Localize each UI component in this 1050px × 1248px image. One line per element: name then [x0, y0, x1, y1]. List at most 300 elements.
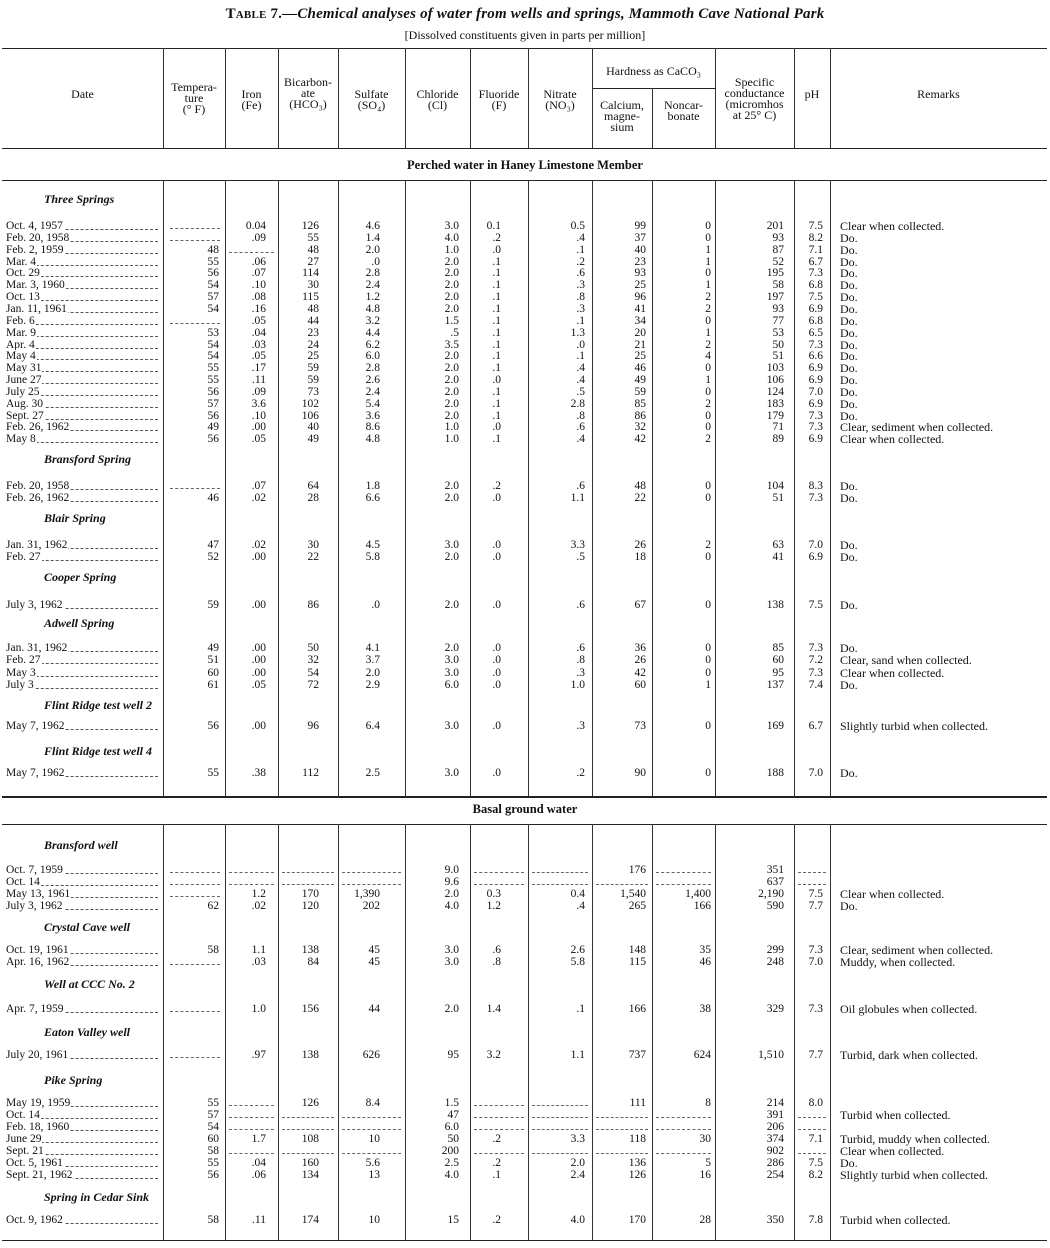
cell-cond: 85: [772, 642, 784, 654]
cell-no3: 1.1: [570, 492, 585, 504]
group-title: Spring in Cedar Sink: [44, 1190, 150, 1204]
row-date-text: May 19, 1959: [6, 1097, 71, 1109]
cell-no3: .8: [576, 291, 585, 304]
cell-cond: 95: [772, 666, 784, 679]
cell-hco3: 134: [301, 1169, 319, 1181]
row-date: [6, 1214, 161, 1226]
cell-hco3: 114: [302, 267, 319, 280]
column-rule: [830, 180, 831, 796]
cell-cond: 590: [766, 899, 784, 912]
cell-so4: 44: [368, 1003, 380, 1015]
cell-hco3: 44: [307, 314, 319, 327]
cell-ph: 7.8: [808, 1214, 823, 1226]
cell-ph: 6.9: [808, 302, 823, 315]
cell-temp: 62: [207, 899, 219, 912]
row-date: [6, 1145, 161, 1157]
header-noncarbonate-line: bonate: [667, 109, 700, 123]
empty-cell: [474, 1129, 524, 1130]
cell-iron: .07: [251, 267, 266, 280]
cell-nonc: 0: [705, 421, 711, 434]
group-title: Bransford Spring: [44, 452, 132, 466]
cell-nonc: 0: [705, 654, 711, 667]
cell-so4: 1.4: [365, 231, 380, 244]
cell-temp: 48: [207, 243, 219, 256]
cell-cond: 138: [766, 599, 784, 611]
cell-cl: 3.0: [444, 666, 459, 679]
cell-iron: 1.1: [251, 944, 266, 956]
cell-ph: 6.9: [808, 397, 823, 410]
row-remarks: Do.: [840, 325, 858, 340]
row-date: [6, 720, 161, 732]
cell-cl: 50: [447, 1133, 459, 1145]
cell-cl: 2.0: [444, 302, 459, 315]
cell-f: .0: [492, 642, 501, 654]
cell-ph: 6.7: [808, 255, 823, 268]
row-remarks: Turbid when collected.: [840, 1213, 951, 1227]
cell-so4: 5.4: [365, 397, 380, 410]
cell-hco3: 40: [307, 421, 319, 434]
cell-cond: 51: [772, 350, 784, 363]
cell-cond: 60: [772, 654, 784, 667]
cell-f: .2: [492, 231, 501, 244]
cell-ca: 136: [628, 1157, 646, 1169]
cell-no3: .8: [576, 409, 585, 422]
cell-no3: .1: [576, 243, 585, 256]
row-date-text: Feb. 20, 1958: [6, 231, 70, 244]
cell-nonc: 28: [699, 1214, 711, 1226]
row-date-text: Oct. 9, 1962: [6, 1214, 63, 1226]
cell-iron: .05: [251, 433, 266, 446]
cell-ca: 25: [634, 279, 646, 292]
cell-iron: .09: [251, 385, 266, 398]
cell-temp: 54: [207, 350, 219, 363]
header-top-rule: [2, 48, 1047, 49]
cell-nonc: 0: [705, 551, 711, 563]
header-date: Date: [71, 87, 94, 101]
cell-cl: .5: [450, 326, 459, 339]
cell-ph: 7.2: [808, 654, 823, 667]
cell-hco3: 84: [307, 956, 319, 969]
cell-ph: 7.5: [808, 1157, 823, 1169]
cell-ph: 6.8: [808, 314, 823, 327]
cell-so4: 2.0: [365, 666, 380, 679]
cell-hco3: 48: [307, 243, 319, 256]
cell-so4: 6.6: [365, 492, 380, 504]
cell-f: .1: [492, 433, 501, 446]
cell-cond: 214: [766, 1097, 784, 1109]
cell-nonc: 16: [699, 1169, 711, 1181]
section-title: Perched water in Haney Limestone Member: [407, 158, 643, 172]
row-date-text: May 4: [6, 350, 36, 363]
cell-f: .0: [492, 720, 501, 732]
cell-so4: 2.5: [365, 767, 380, 779]
header-conductance: [715, 77, 794, 121]
row-date-text: Oct. 13: [6, 291, 40, 304]
row-remarks: Do.: [840, 598, 858, 612]
row-remarks: Clear when collected.: [840, 432, 945, 447]
cell-f: .1: [492, 302, 501, 315]
cell-nonc: 0: [705, 314, 711, 327]
cell-so4: 6.0: [365, 350, 380, 363]
row-date-text: July 25: [6, 385, 40, 398]
cell-cl: 95: [447, 1049, 459, 1061]
cell-cond: 248: [766, 956, 784, 969]
cell-no3: 1.3: [570, 326, 585, 339]
cell-cond: 93: [772, 231, 784, 244]
cell-iron: .97: [251, 1049, 266, 1061]
cell-temp: 60: [207, 666, 219, 679]
empty-cell: [474, 872, 524, 873]
group-title: Pike Spring: [44, 1073, 103, 1087]
cell-iron: .00: [251, 421, 266, 434]
cell-temp: 51: [207, 654, 219, 667]
cell-cond: 2,190: [758, 887, 784, 900]
cell-ca: 22: [634, 492, 646, 504]
empty-cell: [229, 1153, 274, 1154]
header-conductance-line: conductance: [724, 86, 785, 100]
row-date: [6, 539, 161, 551]
row-date-text: Sept. 21, 1962: [6, 1169, 73, 1181]
empty-cell: [229, 1129, 274, 1130]
cell-temp: 60: [207, 1133, 219, 1145]
cell-hco3: 59: [307, 362, 319, 375]
cell-cond: 183: [766, 397, 784, 410]
cell-ca: 48: [634, 480, 646, 492]
cell-temp: 54: [207, 1121, 219, 1133]
cell-f: .1: [492, 362, 501, 375]
cell-hco3: 115: [302, 291, 319, 304]
row-date: [6, 374, 161, 386]
row-date-text: Apr. 7, 1959: [6, 1003, 64, 1015]
row-date-text: Apr. 16, 1962: [6, 956, 70, 969]
cell-ph: 7.1: [808, 243, 823, 256]
empty-cell: [282, 872, 334, 873]
cell-cl: 2.0: [444, 492, 459, 504]
cell-ca: 18: [634, 551, 646, 563]
cell-no3: .4: [576, 374, 585, 387]
cell-cl: 2.0: [444, 385, 459, 398]
cell-hco3: 160: [301, 1157, 319, 1169]
row-date-text: Jan. 31, 1962: [6, 642, 68, 654]
cell-cond: 89: [772, 433, 784, 446]
row-remarks: Do.: [840, 491, 858, 505]
section1-rule: [2, 180, 1047, 181]
cell-cond: 52: [772, 255, 784, 268]
cell-hco3: 108: [301, 1133, 319, 1145]
cell-nonc: 0: [705, 409, 711, 422]
header-remarks: Remarks: [917, 87, 960, 101]
row-date-text: May 8: [6, 433, 36, 446]
cell-so4: 2.0: [365, 243, 380, 256]
header-conductance-line: Specific: [734, 75, 775, 89]
cell-ph: 7.3: [808, 1003, 823, 1015]
cell-temp: 54: [207, 279, 219, 292]
row-remarks: Turbid, muddy when collected.: [840, 1132, 990, 1146]
cell-no3: .6: [576, 421, 585, 434]
cell-so4: .0: [371, 599, 380, 611]
cell-iron: .16: [251, 302, 266, 315]
cell-no3: 0.4: [570, 887, 585, 900]
cell-so4: 4.6: [365, 220, 380, 232]
row-date: [6, 492, 161, 504]
cell-cl: 1.5: [444, 314, 459, 327]
cell-cl: 2.0: [444, 291, 459, 304]
cell-ca: 1,540: [620, 887, 646, 900]
header-chloride-line: (Cl): [427, 98, 448, 112]
header-conductance-line: (micromhos: [725, 97, 784, 111]
cell-cond: 391: [766, 1109, 784, 1121]
row-date: [6, 291, 161, 303]
row-date: [6, 876, 161, 888]
cell-f: 3.2: [486, 1049, 501, 1061]
cell-iron: .08: [251, 291, 266, 304]
cell-temp: 46: [207, 492, 219, 504]
cell-ca: 90: [634, 767, 646, 779]
cell-ph: 8.0: [808, 1097, 823, 1109]
cell-hco3: 126: [301, 1097, 319, 1109]
header-temperature: [163, 82, 225, 115]
cell-ca: 86: [634, 409, 646, 422]
cell-iron: .02: [251, 492, 266, 504]
cell-f: .2: [492, 1214, 501, 1226]
cell-hco3: 96: [307, 720, 319, 732]
row-remarks: Do.: [840, 337, 858, 352]
cell-cond: 63: [772, 539, 784, 551]
cell-so4: 4.4: [365, 326, 380, 339]
cell-no3: .4: [576, 433, 585, 446]
cell-hco3: 30: [307, 539, 319, 551]
row-date: [6, 279, 161, 291]
header-bicarbonate-line: Bicarbon-: [284, 75, 332, 89]
cell-hco3: 106: [301, 409, 319, 422]
cell-iron: .11: [252, 374, 266, 387]
cell-f: .0: [492, 599, 501, 611]
row-date-text: July 20, 1961: [6, 1049, 69, 1061]
row-date-text: Feb. 26, 1962: [6, 421, 70, 434]
cell-cl: 1.0: [444, 243, 459, 256]
table-number: Table 7.: [225, 6, 283, 22]
header-calcium-line: Calcium,: [600, 98, 644, 112]
empty-cell: [170, 872, 220, 873]
header-chloride: [405, 89, 470, 111]
empty-cell: [596, 1117, 648, 1118]
row-remarks: Clear when collected.: [840, 886, 945, 901]
cell-nonc: 0: [705, 220, 711, 232]
empty-cell: [798, 1117, 826, 1118]
cell-cl: 2.0: [444, 374, 459, 387]
cell-iron: 3.6: [251, 397, 266, 410]
cell-iron: 1.7: [251, 1133, 266, 1145]
row-remarks: Do.: [840, 1156, 858, 1170]
empty-cell: [229, 872, 274, 873]
cell-temp: 55: [207, 1157, 219, 1169]
header-sulfate: [338, 89, 405, 111]
row-remarks: Do.: [840, 313, 858, 328]
header-conductance-line: at 25° C): [732, 108, 777, 122]
cell-hco3: 25: [307, 350, 319, 363]
cell-cl: 2.0: [444, 599, 459, 611]
cell-hco3: 30: [307, 279, 319, 292]
row-date: [6, 303, 161, 315]
header-iron: [225, 89, 278, 111]
cell-cond: 106: [766, 374, 784, 387]
row-date: [6, 386, 161, 398]
row-date-text: Feb. 20, 1958: [6, 480, 70, 492]
empty-cell: [798, 872, 826, 873]
row-date: [6, 350, 161, 362]
cell-cl: 3.0: [444, 539, 459, 551]
header-calcium: [592, 100, 652, 133]
cell-ph: 8.2: [808, 1169, 823, 1181]
cell-cond: 124: [766, 385, 784, 398]
empty-cell: [798, 1129, 826, 1130]
row-date: [6, 654, 161, 666]
row-remarks: Do.: [840, 266, 858, 281]
header-sulfate-line: Sulfate: [354, 87, 389, 101]
cell-iron: .04: [251, 326, 266, 339]
cell-nonc: 0: [705, 767, 711, 779]
cell-nonc: 5: [705, 1157, 711, 1169]
row-remarks: Do.: [840, 230, 858, 245]
cell-no3: .6: [576, 642, 585, 654]
cell-ph: 7.5: [808, 599, 823, 611]
cell-f: .0: [492, 678, 501, 691]
cell-nonc: 1: [705, 326, 711, 339]
cell-nonc: 8: [705, 1097, 711, 1109]
cell-cond: 350: [766, 1214, 784, 1226]
cell-ca: 21: [634, 338, 646, 351]
cell-so4: 626: [362, 1049, 380, 1061]
cell-so4: 8.6: [365, 421, 380, 434]
cell-no3: 3.3: [570, 539, 585, 551]
cell-temp: 57: [207, 291, 219, 304]
cell-ca: 34: [634, 314, 646, 327]
cell-temp: 61: [207, 678, 219, 691]
cell-cond: 374: [766, 1133, 784, 1145]
cell-no3: .0: [576, 338, 585, 351]
row-date-text: Apr. 4: [6, 338, 35, 351]
row-date: [6, 433, 161, 445]
cell-nonc: 0: [705, 267, 711, 280]
cell-ca: 67: [634, 599, 646, 611]
cell-so4: 1.8: [365, 480, 380, 492]
cell-so4: 5.8: [365, 551, 380, 563]
row-date-text: Feb. 18, 1960: [6, 1121, 70, 1133]
row-date: [6, 267, 161, 279]
cell-cl: 4.0: [444, 1169, 459, 1181]
row-date-text: Oct. 19, 1961: [6, 944, 69, 956]
row-date: [6, 551, 161, 563]
cell-cond: 103: [766, 362, 784, 375]
empty-cell: [596, 1129, 648, 1130]
row-remarks: Do.: [840, 396, 858, 411]
cell-f: .1: [492, 350, 501, 363]
cell-ph: 6.9: [808, 551, 823, 563]
row-remarks: Turbid when collected.: [840, 1108, 951, 1122]
row-remarks: Clear when collected.: [840, 1144, 945, 1158]
cell-nonc: 2: [705, 302, 711, 315]
cell-temp: 56: [207, 409, 219, 422]
row-date-text: Feb. 27: [6, 654, 41, 667]
cell-cl: 2.0: [444, 642, 459, 654]
cell-iron: .38: [251, 767, 266, 779]
cell-cl: 1.0: [444, 433, 459, 446]
cell-temp: 55: [207, 362, 219, 375]
row-date: [6, 220, 161, 232]
cell-f: .1: [492, 255, 501, 268]
cell-temp: 58: [207, 1145, 219, 1157]
row-date-text: Jan. 11, 1961: [6, 302, 67, 315]
cell-temp: 58: [207, 1214, 219, 1226]
cell-iron: .03: [251, 956, 266, 969]
cell-ph: 6.6: [808, 350, 823, 363]
cell-so4: 2.4: [365, 385, 380, 398]
row-date: [6, 767, 161, 779]
cell-cond: 71: [772, 421, 784, 434]
cell-so4: .0: [371, 255, 380, 268]
header-bicarbonate-line: (HCO₃): [289, 97, 327, 111]
cell-ca: 111: [629, 1097, 646, 1109]
header-calcium-line: magne-: [604, 109, 640, 123]
cell-nonc: 2: [705, 539, 711, 551]
cell-ca: 166: [628, 1003, 646, 1015]
cell-f: .0: [492, 243, 501, 256]
cell-cl: 2.0: [444, 350, 459, 363]
cell-hco3: 64: [307, 480, 319, 492]
cell-ca: 25: [634, 350, 646, 363]
cell-f: .1: [492, 397, 501, 410]
empty-cell: [474, 1105, 524, 1106]
row-date-text: May 13, 1961: [6, 887, 71, 900]
header-noncarbonate: [652, 100, 715, 122]
group-title: Bransford well: [44, 838, 118, 852]
cell-cl: 1.0: [444, 421, 459, 434]
cell-hco3: 156: [301, 1003, 319, 1015]
cell-no3: .4: [576, 362, 585, 375]
cell-cl: 2.0: [444, 362, 459, 375]
group-title: Cooper Spring: [44, 570, 117, 584]
cell-so4: 45: [368, 944, 380, 956]
cell-nonc: 0: [705, 642, 711, 654]
row-date-text: Sept. 21: [6, 1145, 44, 1157]
row-date: [6, 398, 161, 410]
cell-iron: 0.04: [245, 220, 266, 232]
empty-cell: [596, 884, 648, 885]
header-iron-line: (Fe): [241, 98, 262, 112]
row-date-text: Oct. 29: [6, 267, 40, 280]
cell-temp: 47: [207, 539, 219, 551]
cell-iron: .00: [251, 642, 266, 654]
cell-f: .1: [492, 314, 501, 327]
cell-iron: .05: [251, 678, 266, 691]
cell-temp: 55: [207, 374, 219, 387]
cell-iron: .17: [251, 362, 266, 375]
section2-rule: [2, 824, 1047, 825]
row-date: [6, 642, 161, 654]
header-chloride-line: Chloride: [416, 87, 459, 101]
cell-cl: 3.0: [444, 220, 459, 232]
table-title: [0, 6, 1050, 23]
empty-cell: [282, 1153, 334, 1154]
cell-cond: 206: [766, 1121, 784, 1133]
row-remarks: Slightly turbid when collected.: [840, 719, 988, 733]
cell-ph: 7.1: [808, 1133, 823, 1145]
cell-hco3: 138: [301, 944, 319, 956]
empty-cell: [532, 1153, 588, 1154]
cell-hco3: 54: [307, 666, 319, 679]
cell-iron: 1.2: [251, 887, 266, 900]
cell-f: .0: [492, 539, 501, 551]
